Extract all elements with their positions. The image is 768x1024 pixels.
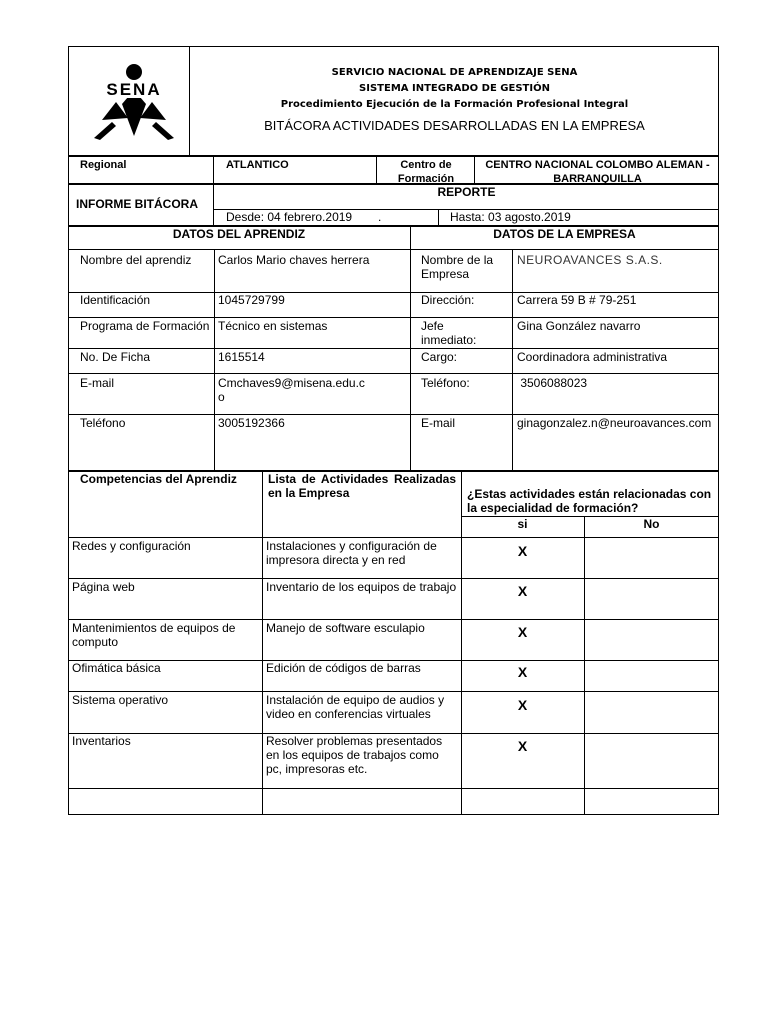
act-col-line <box>262 471 263 815</box>
header-system: SISTEMA INTEGRADO DE GESTIÓN <box>359 83 550 94</box>
aprendiz-value: 1615514 <box>218 350 265 364</box>
act-row-line <box>68 691 719 692</box>
competencia-cell: Página web <box>72 580 135 594</box>
col-competencias-header: Competencias del Aprendiz <box>80 472 237 486</box>
actividad-cell: Instalaciones y configuración de impresora directa y en red <box>266 539 437 567</box>
competencia-cell: Sistema operativo <box>72 693 169 707</box>
actividad-cell: Inventario de los equipos de trabajo <box>266 580 457 594</box>
hasta-date: Hasta: 03 agosto.2019 <box>450 210 571 224</box>
actividad-cell: Edición de códigos de barras <box>266 661 421 675</box>
sena-logo <box>86 62 182 140</box>
si-mark: X <box>517 543 528 559</box>
act-row-line <box>68 578 719 579</box>
aprendiz-label: Nombre del aprendiz <box>80 253 192 267</box>
aprendiz-value: 1045729799 <box>218 293 285 307</box>
empresa-value: NEUROAVANCES S.A.S. <box>517 253 663 267</box>
act-row-line <box>68 619 719 620</box>
aprendiz-label: Identificación <box>80 293 151 307</box>
competencia-cell: Mantenimientos de equipos de computo <box>72 621 236 649</box>
centro-value: CENTRO NACIONAL COLOMBO ALEMAN -BARRANQUILLA <box>485 159 710 185</box>
aprendiz-value: Cmchaves9@misena.edu.co <box>218 376 365 404</box>
actividad-cell: Manejo de software esculapio <box>266 621 425 635</box>
header-procedure: Procedimiento Ejecución de la Formación Profesional Integral <box>280 99 629 110</box>
actividad-cell: Instalación de equipo de audios y video en conferencias virtuales <box>266 693 445 721</box>
regional-value: ATLANTICO <box>226 159 289 171</box>
informe-label: INFORME BITÁCORA <box>76 197 198 211</box>
aprendiz-label: Programa de Formación <box>80 319 210 333</box>
desde-date: Desde: 04 febrero.2019 <box>226 210 353 224</box>
col-si-header: si <box>517 517 528 531</box>
logo-wordmark: SENA <box>90 82 178 98</box>
empresa-section-title: DATOS DE LA EMPRESA <box>493 227 636 241</box>
act-row-line <box>68 537 719 538</box>
document-title: BITÁCORA ACTIVIDADES DESARROLLADAS EN LA EMPRESA <box>264 118 645 133</box>
si-mark: X <box>517 583 528 599</box>
regional-label: Regional <box>80 159 127 171</box>
col-lista-header: Lista de Actividades Realizadas en la Empresa <box>268 472 456 500</box>
empresa-value: Carrera 59 B # 79-251 <box>517 293 637 307</box>
desde-dot: . <box>378 210 382 224</box>
aprendiz-label: E-mail <box>80 376 115 390</box>
empresa-value: 3506088023 <box>517 376 588 390</box>
col-question-header: ¿Estas actividades están relacionadas con la especialidad de formación? <box>467 487 712 515</box>
actividad-cell: Resolver problemas presentados en los equipos de trabajos como pc, impresoras etc. <box>266 734 443 776</box>
aprendiz-section-title: DATOS DEL APRENDIZ <box>172 227 306 241</box>
empresa-label: Teléfono: <box>421 376 470 390</box>
aprendiz-value: 3005192366 <box>218 416 285 430</box>
empresa-label: Cargo: <box>421 350 458 364</box>
aprendiz-value: Carlos Mario chaves herrera <box>218 253 370 267</box>
col-no-header: No <box>643 517 660 531</box>
empresa-label: E-mail <box>421 416 456 430</box>
empresa-value: Coordinadora administrativa <box>517 350 668 364</box>
competencia-cell: Ofimática básica <box>72 661 161 675</box>
reporte-label: REPORTE <box>437 185 496 199</box>
act-row-line <box>68 788 719 789</box>
empresa-value: ginagonzalez.n@neuroavances.com <box>517 416 712 430</box>
header-org: SERVICIO NACIONAL DE APRENDIZAJE SENA <box>331 67 578 78</box>
si-mark: X <box>517 624 528 640</box>
aprendiz-label: No. De Ficha <box>80 350 151 364</box>
si-mark: X <box>517 738 528 754</box>
si-mark: X <box>517 697 528 713</box>
empresa-value: Gina González navarro <box>517 319 641 333</box>
act-col-line <box>584 516 585 815</box>
si-mark: X <box>517 664 528 680</box>
aprendiz-label: Teléfono <box>80 416 126 430</box>
competencia-cell: Inventarios <box>72 734 131 748</box>
competencia-cell: Redes y configuración <box>72 539 191 553</box>
empresa-label: Jefe inmediato: <box>421 319 477 347</box>
aprendiz-value: Técnico en sistemas <box>218 319 328 333</box>
centro-label: Centro de Formación <box>397 159 455 185</box>
empresa-label: Dirección: <box>421 293 475 307</box>
empresa-label: Nombre de la Empresa <box>421 253 494 281</box>
